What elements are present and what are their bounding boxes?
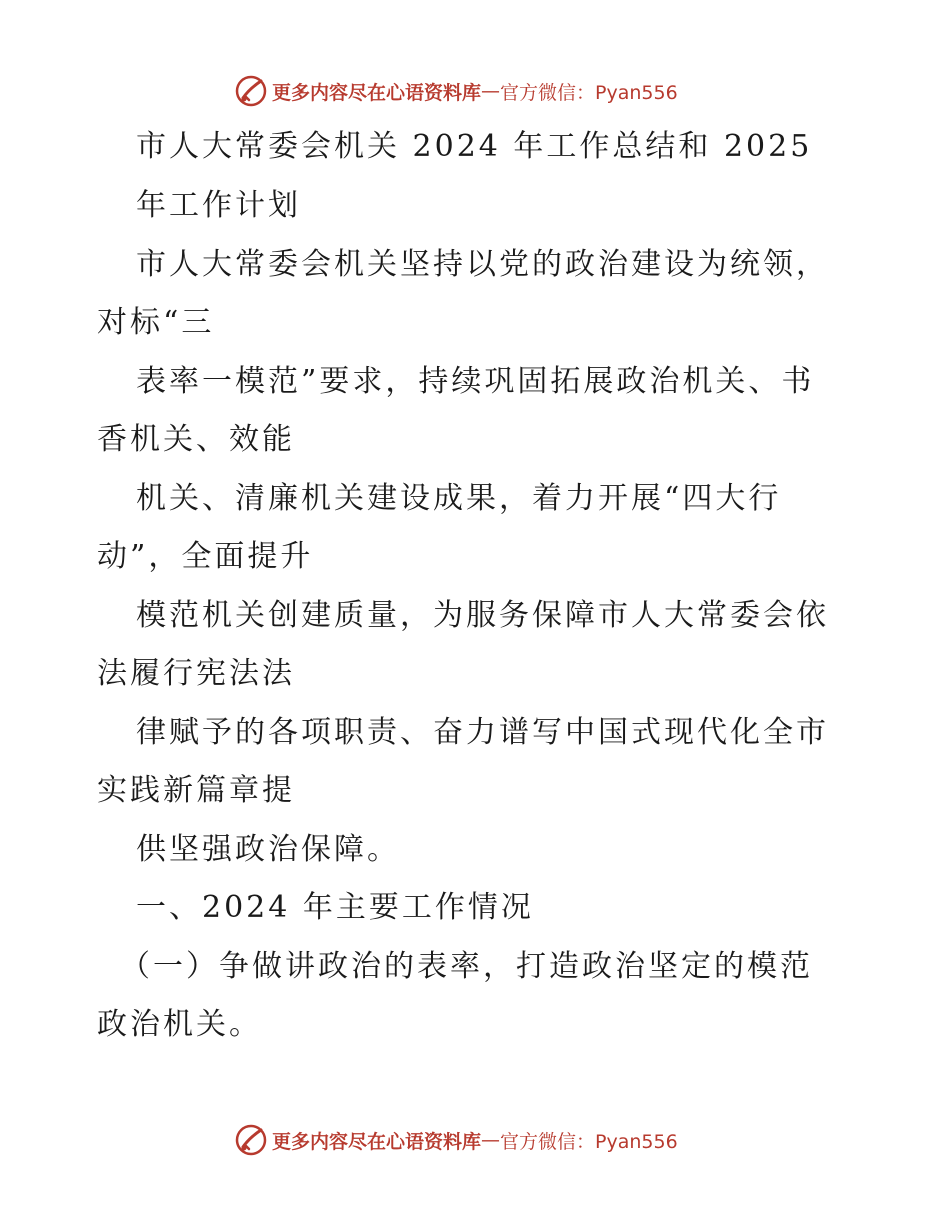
- paragraph-line: 香机关、效能: [97, 422, 295, 457]
- watermark-header: [234, 73, 678, 109]
- paragraph-line: 实践新篇章提: [97, 773, 295, 808]
- paragraph-line: 模范机关创建质量，为服务保障市人大常委会依: [136, 598, 829, 633]
- watermark-separator: —: [481, 1129, 501, 1151]
- subsection-heading-line-1: （一）争做讲政治的表率，打造政治坚定的模范: [120, 949, 813, 984]
- paragraph-line: 法履行宪法法: [97, 656, 295, 691]
- watermark-main-text: 更多内容尽在心语资料库: [272, 81, 482, 104]
- watermark-separator: —: [481, 80, 501, 102]
- subsection-heading-line-2: 政治机关。: [97, 1007, 262, 1042]
- brush-logo-icon: [234, 1123, 268, 1157]
- title-line-2: 年工作计划: [136, 188, 301, 223]
- section-heading: 一、2024 年主要工作情况: [136, 890, 534, 925]
- title-line-1: 市人大常委会机关 2024 年工作总结和 2025: [136, 129, 813, 164]
- paragraph-line: 市人大常委会机关坚持以党的政治建设为统领，: [136, 247, 829, 282]
- watermark-wechat-text: 官方微信：Pyan556: [500, 81, 678, 104]
- watermark-footer: [234, 1122, 678, 1158]
- watermark-main-text: 更多内容尽在心语资料库: [272, 1130, 482, 1153]
- paragraph-line: 动”，全面提升: [97, 539, 314, 574]
- paragraph-line: 表率一模范”要求，持续巩固拓展政治机关、书: [136, 364, 815, 399]
- paragraph-line: 供坚强政治保障。: [136, 832, 400, 867]
- brush-logo-icon: [234, 74, 268, 108]
- paragraph-line: 机关、清廉机关建设成果，着力开展“四大行: [136, 481, 782, 516]
- watermark-wechat-text: 官方微信：Pyan556: [500, 1130, 678, 1153]
- paragraph-line: 对标“三: [97, 305, 215, 340]
- paragraph-line: 律赋予的各项职责、奋力谱写中国式现代化全市: [136, 715, 829, 750]
